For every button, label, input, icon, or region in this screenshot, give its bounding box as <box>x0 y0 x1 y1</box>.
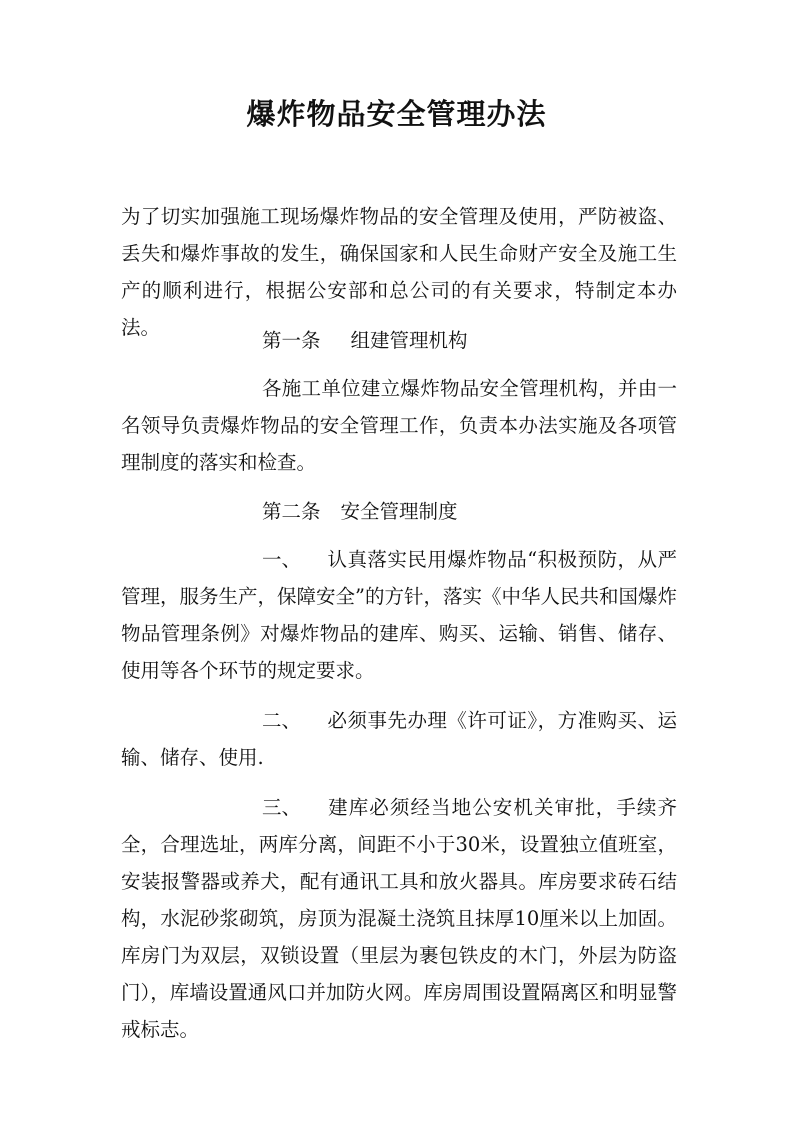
article-2-title: 安全管理制度 <box>340 500 458 523</box>
document-title: 爆炸物品安全管理办法 <box>246 97 547 131</box>
article-1-body: 各施工单位建立爆炸物品安全管理机构，并由一名领导负责爆炸物品的安全管理工作，负责本办法实施及各项管理制度的落实和检查。 <box>121 377 677 474</box>
item-1-text: 认真落实民用爆炸物品“积极预防，从严管理，服务生产，保障安全”的方针，落实《中华人民共和国爆炸物品管理条例》对爆炸物品的建库、购买、运输、销售、储存、使用等各个环节的规定要求。 <box>121 548 677 682</box>
article-2-item-1 <box>121 541 677 689</box>
item-3-number: 三、 <box>262 796 302 819</box>
article-1-title: 组建管理机构 <box>350 329 468 352</box>
intro-paragraph: 为了切实加强施工现场爆炸物品的安全管理及使用，严防被盗、丢失和爆炸事故的发生，确保国家和人民生命财产安全及施工生产的顺利进行，根据公安部和总公司的有关要求，特制定本办法。 <box>121 205 677 339</box>
article-2-item-2 <box>121 702 677 776</box>
article-1-number: 第一条 <box>262 329 321 352</box>
article-2-heading <box>262 493 458 530</box>
article-2-number: 第二条 <box>262 500 321 523</box>
article-2-item-3 <box>121 789 677 1048</box>
item-3-text: 建库必须经当地公安机关审批，手续齐全，合理选址，两库分离，间距不小于30米，设置独立值班室，安装报警器或养犬，配有通讯工具和放火器具。库房要求砖石结构，水泥砂浆砌筑，房顶为混凝土浇筑且抹厚10厘米以上加固。库房门为双层，双锁设置（里层为裹包铁皮的木门，外层为防盗门），库墙设置通风口并加防火网。库房周围设置隔离区和明显警戒标志。 <box>121 796 677 1041</box>
item-2-text: 必须事先办理《许可证》，方准购买、运输、储存、使用. <box>121 709 677 769</box>
item-2-number: 二、 <box>262 709 302 732</box>
item-1-number: 一、 <box>262 548 302 571</box>
article-1-heading <box>262 322 468 359</box>
